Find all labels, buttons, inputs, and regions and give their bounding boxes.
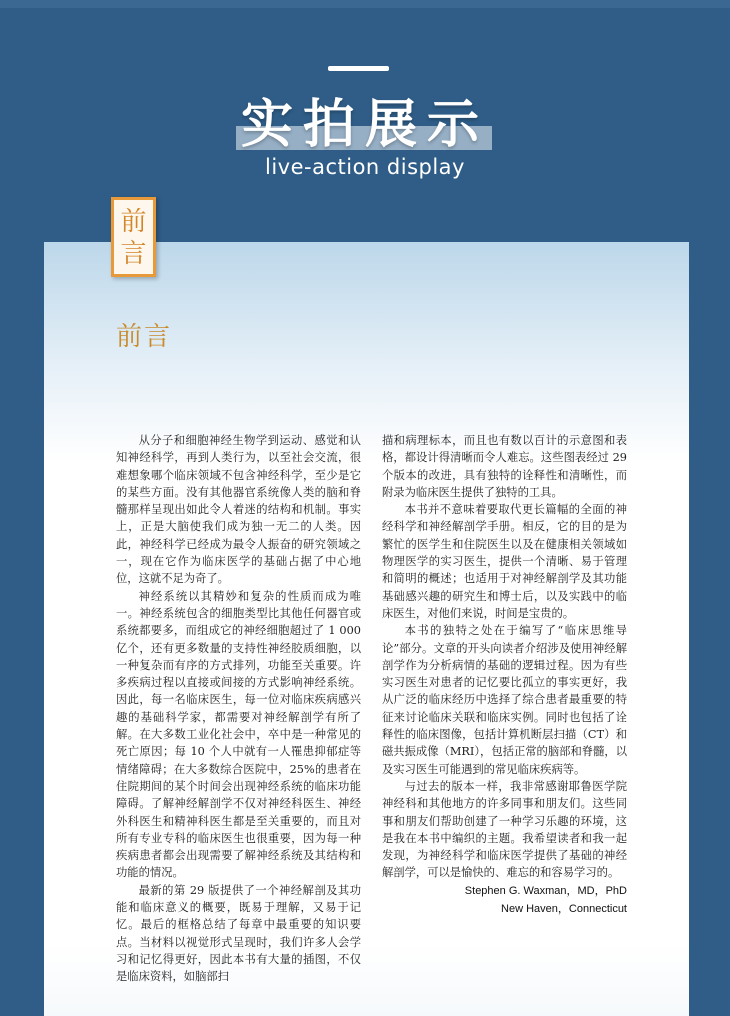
section-heading: 前言 (116, 322, 173, 352)
paragraph: 本书并不意味着要取代更长篇幅的全面的神经科学和神经解剖学手册。相反，它的目的是为繁忙的医学生和住院医生以及在健康相关领域如物理医学的实习医生，提供一个清晰、易于管理和简明的概述；也适用于对神经解剖学及其功能基础感兴趣的研究生和博士后，以及实践中的临床医生，对他们来说，时间是宝贵的。 (382, 503, 627, 620)
paragraph: 神经系统以其精妙和复杂的性质而成为唯一。神经系统包含的细胞类型比其他任何器官或系统都要多，而组成它的神经细胞超过了 1 000 亿个，还有更多数量的支持性神经胶质细胞，以一种复杂而有序的方式排列，功能至关重要。许多疾病过程以直接或间接的方式影响神经系统。因此，每一名临床医生，每一位对临床疾病感兴趣的基础科学家，都需要对神经解剖学有所了解。在大多数工业化社会中，卒中是一种常见的死亡原因；每 10 个人中就有一人罹患抑郁症等情绪障碍；在大多数综合医院中，25%的患者在住院期间的某个时间会出现神经系统的临床功能障碍。了解神经解剖学不仅对神经科医生、神经外科医生和精神科医生都是至关重要的，而且对所有专业专科的临床医生也很重要，因为每一种疾病患者都会出现需要了解神经系统及其结构和功能的情况。 (116, 589, 361, 880)
section-tag-char-2: 言 (120, 239, 147, 269)
title-decor-bar (328, 66, 389, 71)
paragraph-continued: 描和病理标本，而且也有数以百计的示意图和表格，都设计得清晰而令人难忘。这些图表经过 29 个版本的改进，具有独特的诠释性和清晰性，而附录为临床医生提供了独特的工具。 (382, 434, 627, 499)
author-location: New Haven，Connecticut (501, 903, 627, 915)
paragraph: 最新的第 29 版提供了一个神经解剖及其功能和临床意义的概要，既易于理解，又易于记忆。最后的框格总结了每章中最重要的知识要点。当材料以视觉形式呈现时，我们许多人会学习和记忆得更好，因此本书有大量的插图，不仅是临床资料，如脑部扫 (116, 883, 361, 984)
text-column-left (116, 432, 361, 986)
paragraph: 从分子和细胞神经生物学到运动、感觉和认知神经科学，再到人类行为，以至社会交流，很难想象哪个临床领域不包含神经科学，至少是它的某些方面。没有其他器官系统像人类的脑和脊髓那样呈现出如此令人着迷的结构和机制。事实上，正是大脑使我们成为独一无二的人类。因此，神经科学已经成为最令人振奋的研究领域之一，现在它作为临床医学的基础占据了中心地位，这就不足为奇了。 (116, 434, 361, 586)
page-title: 实拍展示 (240, 95, 489, 155)
author-signature: Stephen G. Waxman，MD，PhD (464, 885, 627, 897)
page-subtitle: live-action display (265, 155, 465, 179)
paragraph: 本书的独特之处在于编写了“临床思维导论”部分。文章的开头向读者介绍涉及使用神经解剖学作为分析病情的基础的逻辑过程。因为有些实习医生对患者的记忆要比孤立的事实更好，我从广泛的临床经历中选择了综合患者最重要的特征来讨论临床关联和临床实例。同时也包括了诠释性的临床图像，包括计算机断层扫描（CT）和磁共振成像（MRI），包括正常的脑部和脊髓，以及实习医生可能遇到的常见临床疾病等。 (382, 624, 627, 776)
section-tag-char-1: 前 (120, 207, 147, 237)
text-column-right (382, 432, 627, 882)
top-strip (0, 0, 730, 8)
section-tag (111, 197, 156, 277)
paragraph: 与过去的版本一样，我非常感谢耶鲁医学院神经科和其他地方的许多同事和朋友们。这些同事和朋友们帮助创建了一种学习乐趣的环境，这是我在本书中编织的主题。我希望读者和我一起发现，为神经科学和临床医学提供了基础的神经解剖学，可以是愉快的、难忘的和容易学习的。 (382, 779, 627, 880)
